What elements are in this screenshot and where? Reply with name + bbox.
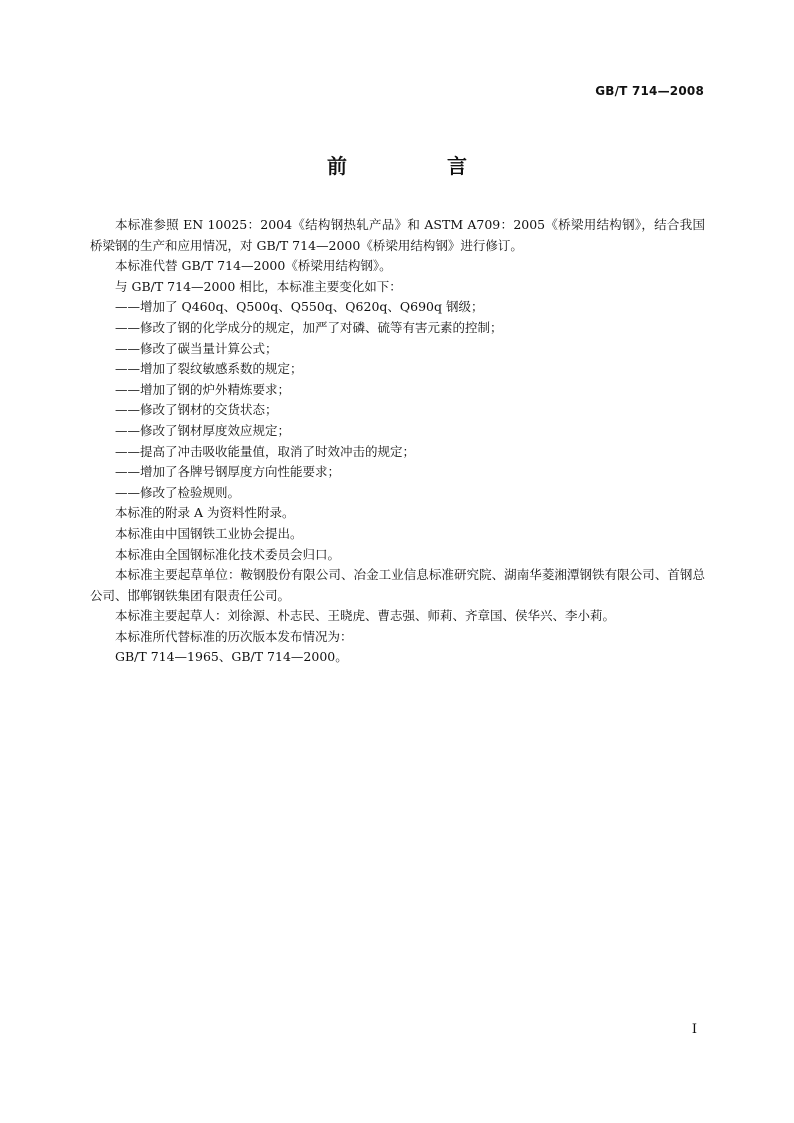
change-item: ——修改了钢材厚度效应规定； xyxy=(115,422,291,438)
closing-paragraph: 本标准由中国钢铁工业协会提出。 xyxy=(115,525,303,541)
change-item: ——增加了各牌号钢厚度方向性能要求； xyxy=(115,464,341,480)
page-number: I xyxy=(691,1022,697,1037)
change-item: ——增加了钢的炉外精炼要求； xyxy=(115,381,291,397)
foreword-body xyxy=(90,215,705,668)
change-item: ——修改了钢的化学成分的规定，加严了对磷、硫等有害元素的控制； xyxy=(115,319,503,335)
page-title: 前 言 xyxy=(327,154,507,178)
standard-code: GB/T 714—2008 xyxy=(595,84,704,98)
closing-paragraph: 本标准的附录 A 为资料性附录。 xyxy=(115,505,295,521)
intro-paragraph: 本标准参照 EN 10025：2004《结构钢热轧产品》和 ASTM A709：2005《桥梁用结构钢》，结合我国桥梁钢的生产和应用情况，对 GB/T 714—2000《桥梁用结构钢》进行修订。 xyxy=(90,217,705,253)
closing-paragraph: GB/T 714—1965、GB/T 714—2000。 xyxy=(115,649,348,665)
closing-paragraph: 本标准由全国钢标准化技术委员会归口。 xyxy=(115,546,341,562)
change-item: ——修改了检验规则。 xyxy=(115,484,241,500)
closing-paragraph: 本标准主要起草单位：鞍钢股份有限公司、冶金工业信息标准研究院、湖南华菱湘潭钢铁有限公司、首钢总公司、邯郸钢铁集团有限责任公司。 xyxy=(90,567,705,603)
change-item: ——修改了碳当量计算公式； xyxy=(115,340,278,356)
change-item: ——提高了冲击吸收能量值，取消了时效冲击的规定； xyxy=(115,443,416,459)
change-item: ——增加了裂纹敏感系数的规定； xyxy=(115,361,303,377)
closing-paragraph: 本标准所代替标准的历次版本发布情况为： xyxy=(115,628,353,644)
change-item: ——增加了 Q460q、Q500q、Q550q、Q620q、Q690q 钢级； xyxy=(115,299,484,315)
change-item: ——修改了钢材的交货状态； xyxy=(115,402,278,418)
closing-paragraph: 本标准主要起草人：刘徐源、朴志民、王晓虎、曹志强、师莉、齐章国、侯华兴、李小莉。 xyxy=(115,608,616,624)
intro-paragraph: 与 GB/T 714—2000 相比，本标准主要变化如下： xyxy=(115,278,402,294)
intro-paragraph: 本标准代替 GB/T 714—2000《桥梁用结构钢》。 xyxy=(115,258,392,274)
